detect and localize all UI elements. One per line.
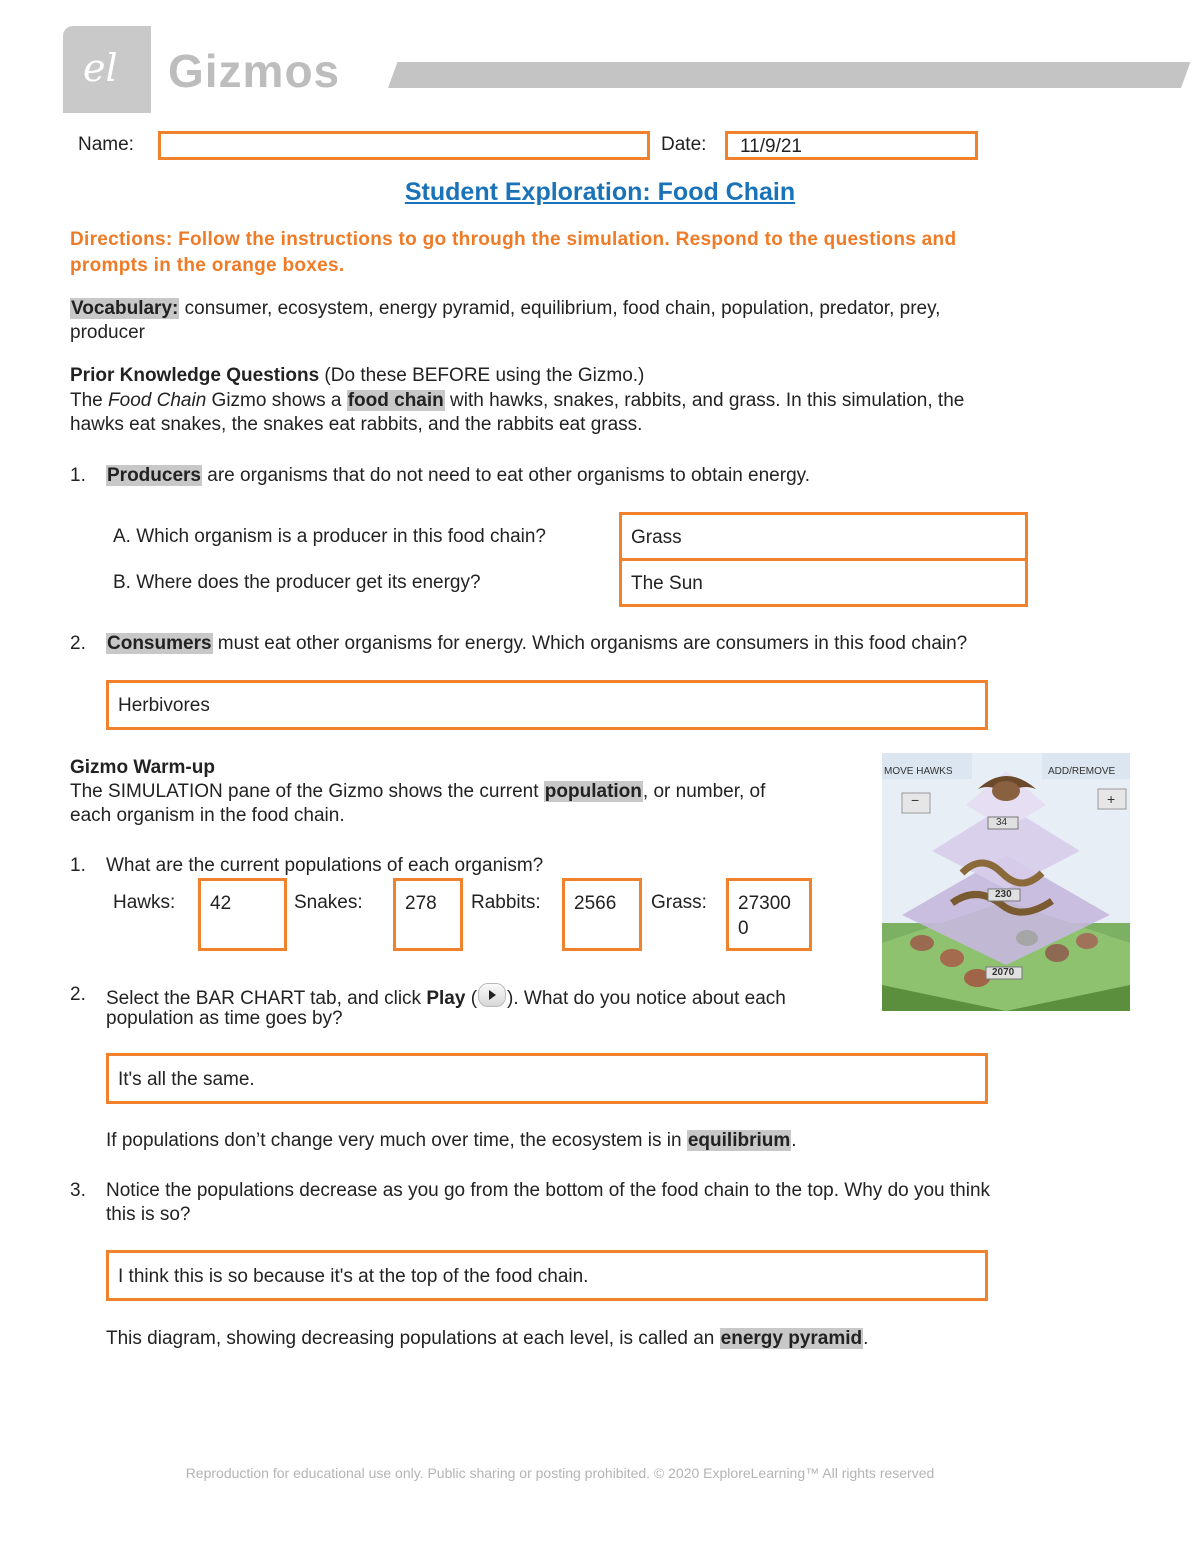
add-remove-label: ADD/REMOVE	[1048, 766, 1116, 777]
warmup-q2-line1: Select the BAR CHART tab, and click Play ( ). What do you notice about each	[106, 983, 786, 1011]
consumers-answer-field[interactable]: Herbivores	[106, 680, 988, 730]
directions-line1: Directions: Follow the instructions to go through the simulation. Respond to the questions and	[70, 229, 957, 250]
logo-block	[63, 26, 151, 113]
snakes-label: Snakes:	[294, 892, 363, 913]
vocabulary-label: Vocabulary:	[71, 298, 179, 319]
header-bar	[388, 62, 1190, 88]
prior-q1-number: 1.	[70, 465, 86, 486]
grass-label: Grass:	[651, 892, 707, 913]
brand-name: Gizmos	[168, 45, 341, 97]
pyramid-reason-answer-field[interactable]: I think this is so because it's at the top of the food chain.	[106, 1250, 988, 1301]
name-label: Name:	[78, 134, 134, 155]
snakes-population-field[interactable]: 278	[393, 878, 463, 951]
logo-glyph: el	[83, 46, 118, 90]
warmup-heading: Gizmo Warm-up	[70, 757, 215, 778]
warmup-q3-number: 3.	[70, 1180, 86, 1201]
energy-source-answer-field[interactable]: The Sun	[619, 558, 1028, 607]
hawks-population-field[interactable]: 42	[198, 878, 287, 951]
hawks-label: Hawks:	[113, 892, 176, 913]
prior-q2-text: Consumers must eat other organisms for energy. Which organisms are consumers in this food chain?	[107, 633, 968, 654]
prior-q1-text: Producers are organisms that do not need to eat other organisms to obtain energy.	[107, 465, 811, 486]
warmup-q2-number: 2.	[70, 984, 86, 1005]
prior-q2-number: 2.	[70, 633, 86, 654]
warmup-intro-line1: The SIMULATION pane of the Gizmo shows the current population, or number, of	[70, 781, 766, 802]
vocabulary-line1: Vocabulary: consumer, ecosystem, energy pyramid, equilibrium, food chain, population, predator, prey,	[71, 298, 941, 319]
date-field[interactable]: 11/9/21	[725, 131, 978, 160]
remove-button: −	[911, 792, 920, 808]
rabbits-population-field[interactable]: 2566	[562, 878, 642, 951]
prior-q1a-question: A. Which organism is a producer in this food chain?	[113, 526, 546, 547]
warmup-intro-line2: each organism in the food chain.	[70, 805, 345, 826]
rabbit-count-label: 2070	[992, 967, 1015, 978]
name-field[interactable]	[158, 131, 650, 160]
prior-intro-line1: The Food Chain Gizmo shows a food chain with hawks, snakes, rabbits, and grass. In this simulation, the	[70, 390, 965, 411]
energy-pyramid-note: This diagram, showing decreasing populations at each level, is called an energy pyramid.	[106, 1328, 869, 1349]
page-title: Student Exploration: Food Chain	[404, 178, 796, 206]
time-observation-answer-field[interactable]: It's all the same.	[106, 1053, 988, 1104]
warmup-q3-line1: Notice the populations decrease as you go from the bottom of the food chain to the top. Why do you think	[106, 1180, 991, 1201]
warmup-q1-number: 1.	[70, 855, 86, 876]
producer-answer-field[interactable]: Grass	[619, 512, 1028, 561]
play-icon	[478, 983, 506, 1007]
vocabulary-line2: producer	[70, 322, 145, 343]
directions-line2: prompts in the orange boxes.	[70, 255, 345, 276]
rabbits-label: Rabbits:	[471, 892, 541, 913]
hawk-count-label: 34	[996, 817, 1008, 828]
date-label: Date:	[661, 134, 707, 155]
warmup-q2-line2: population as time goes by?	[106, 1008, 343, 1029]
warmup-q1-text: What are the current populations of each organism?	[106, 855, 544, 876]
warmup-q3-line2: this is so?	[106, 1204, 191, 1225]
move-hawks-label: MOVE HAWKS	[884, 766, 953, 777]
grass-population-field[interactable]: 27300 0	[726, 878, 812, 951]
add-button: +	[1107, 791, 1116, 807]
energy-pyramid-image	[882, 753, 1130, 1011]
prior-q1b-question: B. Where does the producer get its energy?	[113, 572, 481, 593]
prior-intro-line2: hawks eat snakes, the snakes eat rabbits, and the rabbits eat grass.	[70, 414, 643, 435]
equilibrium-note: If populations don’t change very much over time, the ecosystem is in equilibrium.	[106, 1130, 797, 1151]
footer-copyright: Reproduction for educational use only. Public sharing or posting prohibited. © 2020 ExploreLearning™ All rights reserved	[185, 1465, 935, 1481]
prior-heading: Prior Knowledge Questions (Do these BEFORE using the Gizmo.)	[70, 365, 645, 386]
snake-count-label: 230	[995, 889, 1012, 900]
